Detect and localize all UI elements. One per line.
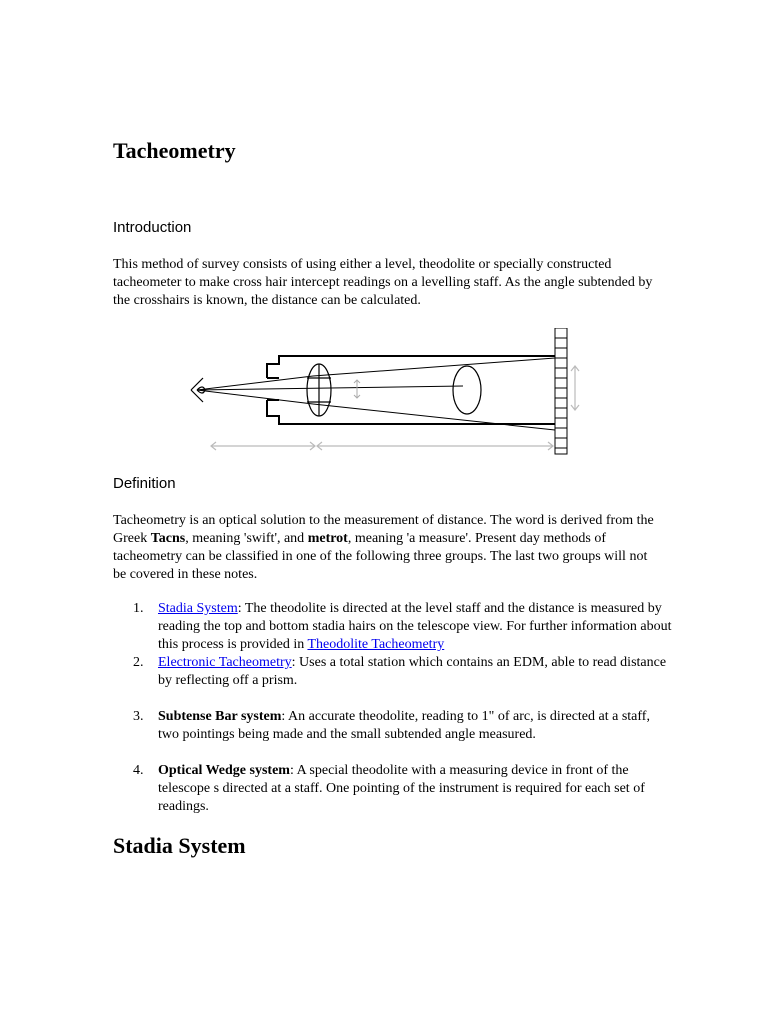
list-number: 2. [133, 655, 144, 670]
intercept-arrow [354, 380, 360, 398]
definition-text-mid: , meaning 'swift', and [185, 531, 308, 546]
subtense-bar-term: Subtense Bar system [158, 709, 282, 724]
definition-text-start: Tacheometry is an optical solution to the measurement of distance. The word is derived from the Greek [113, 513, 654, 546]
page-title: Tacheometry [113, 138, 236, 163]
sight-lines [197, 358, 555, 430]
list-item-text: : The theodolite is directed at the level staff and the distance is measured by reading the top and bottom stadia hairs on the telescope view. For further information about this process is provided in [158, 601, 672, 652]
list-item [113, 762, 673, 816]
list-item-text: : An accurate theodolite, reading to 1" of arc, is directed at a staff, two pointings being made and the small subtended angle measured. [158, 709, 650, 742]
stadia-system-heading: Stadia System [113, 833, 246, 858]
methods-list [113, 600, 673, 816]
definition-heading: Definition [113, 475, 176, 492]
definition-text-end: , meaning 'a measure'. Present day methods of tacheometry can be classified in one of the following three groups. The last two groups will not be covered in these notes. [113, 531, 648, 582]
objective-lens [453, 366, 481, 414]
reticle-lens [307, 364, 331, 416]
list-item [113, 654, 673, 690]
introduction-heading: Introduction [113, 219, 192, 236]
introduction-paragraph: This method of survey consists of using either a level, theodolite or specially constructed tacheometer to make cross hair intercept readings on a levelling staff. As the angle subtended by the crosshairs is known, the distance can be calculated. [113, 257, 653, 308]
stadia-system-link[interactable]: Stadia System [158, 601, 238, 616]
list-item-text: : Uses a total station which contains an EDM, able to read distance by reflecting off a prism. [158, 655, 667, 688]
telescope-tube [267, 356, 555, 424]
list-number: 1. [133, 601, 144, 616]
distance-arrows [211, 442, 553, 450]
levelling-staff [555, 328, 567, 454]
theodolite-tacheometry-link[interactable]: Theodolite Tacheometry [307, 637, 445, 652]
list-item [113, 708, 673, 744]
tacheometer-diagram [183, 328, 653, 456]
list-item-text: : A special theodolite with a measuring device in front of the telescope s directed at a staff. One pointing of the instrument is required for each set of readings. [158, 763, 645, 814]
list-number: 3. [133, 709, 144, 724]
definition-paragraph [113, 512, 658, 584]
optical-wedge-term: Optical Wedge system [158, 763, 290, 778]
list-item [113, 600, 673, 654]
list-number: 4. [133, 763, 144, 778]
staff-intercept-arrow [571, 366, 579, 410]
electronic-tacheometry-link[interactable]: Electronic Tacheometry [158, 655, 292, 670]
greek-term-metrot: metrot [307, 531, 348, 546]
greek-term-tacns: Tacns [150, 531, 186, 546]
